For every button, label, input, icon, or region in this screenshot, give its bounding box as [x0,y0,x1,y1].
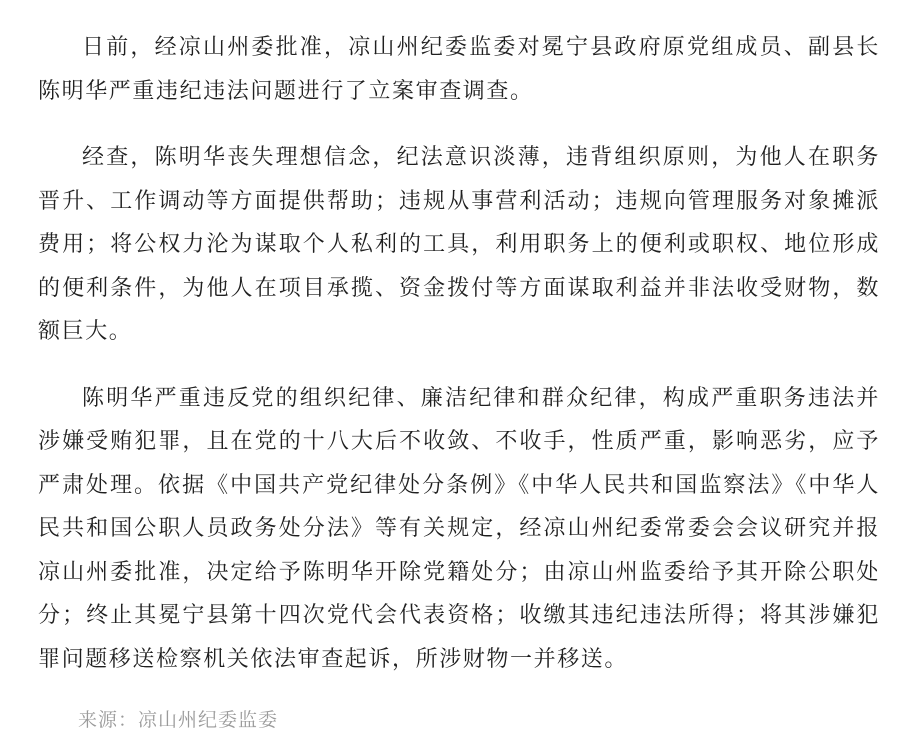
paragraph-3: 陈明华严重违反党的组织纪律、廉洁纪律和群众纪律，构成严重职务违法并涉嫌受贿犯罪，且在党的十八大后不收敛、不收手，性质严重，影响恶劣，应予严肃处理。依据《中国共产党纪律处分条例》《中华人民共和国监察法》《中华人民共和国公职人员政务处分法》等有关规定，经凉山州纪委常委会会议研究并报凉山州委批准，决定给予陈明华开除党籍处分；由凉山州监委给予其开除公职处分；终止其冕宁县第十四次党代会代表资格；收缴其违纪违法所得；将其涉嫌犯罪问题移送检察机关依法审查起诉，所涉财物一并移送。 [38,385,880,672]
source-credit: 来源：凉山州纪委监委 [78,709,279,731]
article-body [38,26,880,735]
paragraph-1: 日前，经凉山州委批准，凉山州纪委监委对冕宁县政府原党组成员、副县长陈明华严重违纪违法问题进行了立案审查调查。 [38,35,880,104]
paragraph-2: 经查，陈明华丧失理想信念，纪法意识淡薄，违背组织原则，为他人在职务晋升、工作调动等方面提供帮助；违规从事营利活动；违规向管理服务对象摊派费用；将公权力沦为谋取个人私利的工具，利用职务上的便利或职权、地位形成的便利条件，为他人在项目承揽、资金拨付等方面谋取利益并非法收受财物，数额巨大。 [38,145,880,344]
